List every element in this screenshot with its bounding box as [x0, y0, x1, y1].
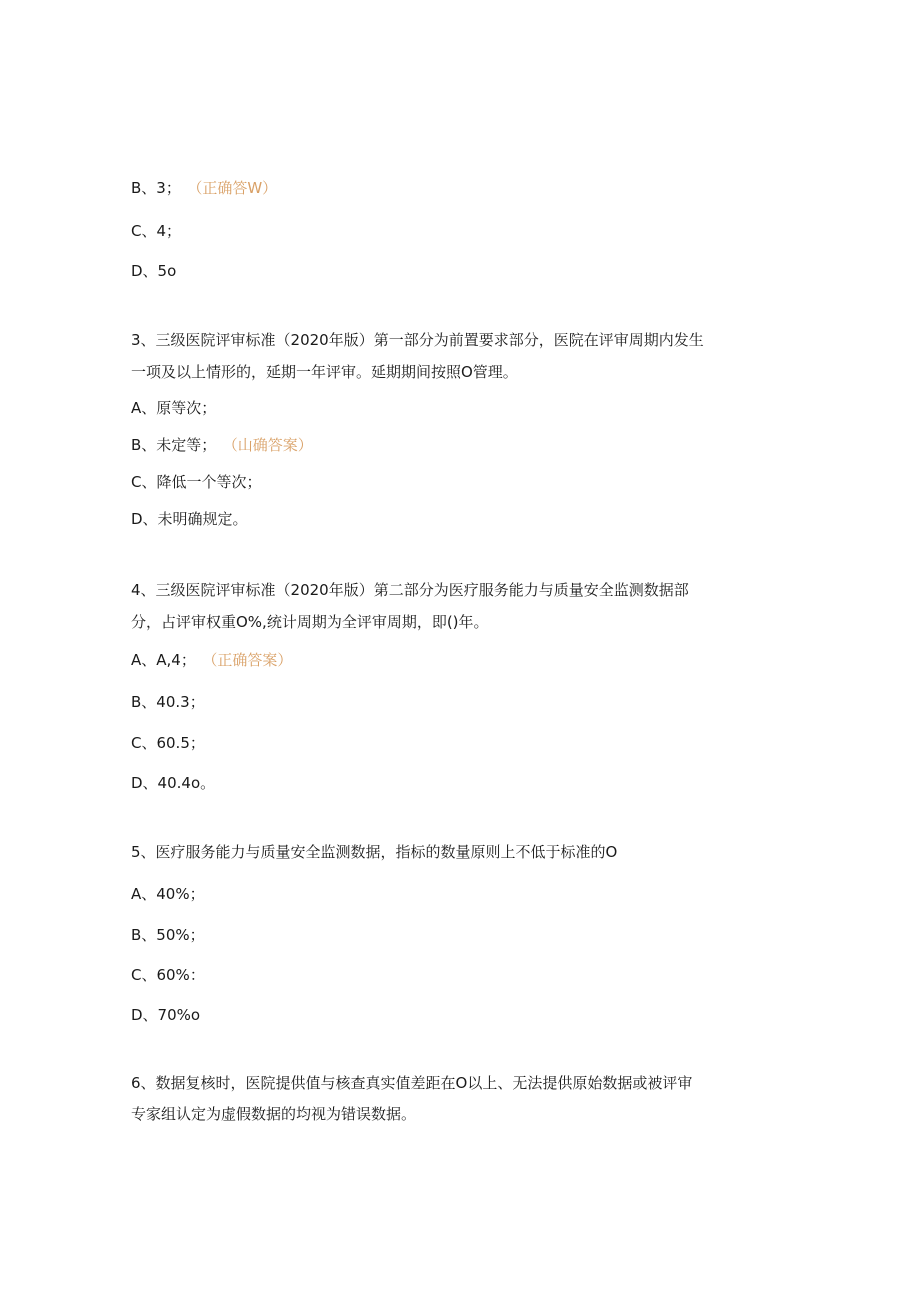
q2-option-c — [131, 221, 181, 241]
q2-option-b — [131, 178, 277, 198]
option-text: B、50%； — [131, 926, 205, 944]
q5-option-a — [131, 884, 205, 904]
q4-stem-line1: 4、三级医院评审标准（2020年版）第二部分为医疗服务能力与质量安全监测数据部 — [131, 581, 689, 599]
option-text: C、60%： — [131, 966, 205, 984]
option-text: D、未明确规定。 — [131, 510, 248, 528]
option-text: A、40%； — [131, 885, 205, 903]
q5-option-d — [131, 1005, 200, 1025]
q3-option-b — [131, 435, 313, 455]
q6-stem-line1: 6、数据复核时，医院提供值与核查真实值差距在O以上、无法提供原始数据或被评审 — [131, 1074, 693, 1092]
q4-stem-line2: 分，占评审权重O%,统计周期为全评审周期，即()年。 — [131, 613, 489, 631]
q5-option-c — [131, 965, 205, 985]
correct-answer-mark: （山确答案） — [230, 436, 313, 454]
q3-option-c — [131, 472, 261, 492]
option-text: C、降低一个等次； — [131, 473, 262, 491]
option-text: B、40.3； — [131, 693, 205, 711]
q3-option-a — [131, 398, 216, 418]
option-text: C、60.5； — [131, 734, 205, 752]
q2-option-d — [131, 261, 176, 281]
option-text: D、40.4o。 — [131, 774, 216, 792]
q5-option-b — [131, 925, 205, 945]
correct-answer-mark: （正确答案） — [209, 651, 293, 669]
option-text: A、A,4； — [131, 651, 196, 669]
option-text: D、70%o — [131, 1006, 201, 1024]
q5-stem-line1: 5、医疗服务能力与质量安全监测数据，指标的数量原则上不低于标准的O — [131, 843, 618, 861]
q4-option-c — [131, 733, 205, 753]
option-text: B、3； — [131, 179, 181, 197]
q4-option-a — [131, 650, 292, 670]
q3-stem-line1: 3、三级医院评审标准（2020年版）第一部分为前置要求部分，医院在评审周期内发生 — [131, 331, 704, 349]
correct-answer-mark: （正确答W） — [194, 179, 278, 197]
q3-option-d — [131, 509, 248, 529]
q4-option-d — [131, 773, 215, 793]
q3-stem-line2: 一项及以上情形的，延期一年评审。延期期间按照O管理。 — [131, 363, 518, 381]
option-text: D、5o — [131, 262, 177, 280]
q6-stem-line2: 专家组认定为虚假数据的均视为错误数据。 — [131, 1105, 417, 1123]
option-text: C、4； — [131, 222, 182, 240]
option-text: A、原等次； — [131, 399, 217, 417]
q4-option-b — [131, 692, 205, 712]
option-text: B、未定等； — [131, 436, 217, 454]
